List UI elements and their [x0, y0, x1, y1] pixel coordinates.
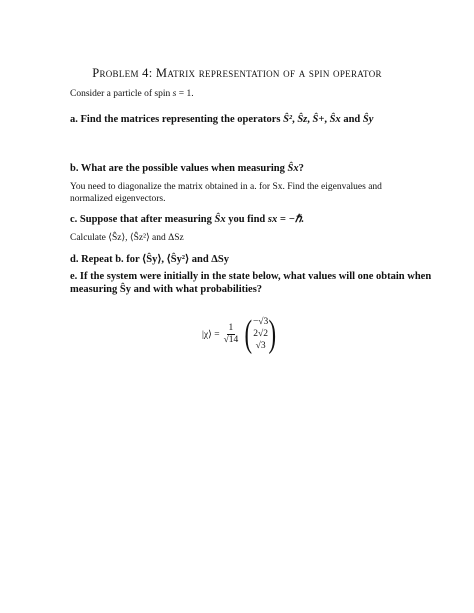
operator-sy: Ŝy — [362, 114, 374, 125]
part-b-question — [70, 162, 410, 175]
operator-sz: Ŝz — [297, 114, 308, 125]
part-e-line-2: measuring Ŝy and with what probabilities? — [70, 284, 263, 295]
and-word: and — [343, 114, 361, 125]
state-ket: |χ⟩ = — [202, 329, 220, 340]
part-b-operator: Ŝx — [287, 163, 299, 174]
vector-component-1: −√3 — [252, 317, 269, 327]
part-d-question: d. Repeat b. for ⟨Ŝy⟩, ⟨Ŝy²⟩ and ΔSy — [70, 254, 229, 265]
part-c-result: sx = −ℏ. — [267, 214, 305, 225]
part-a-label: a. Find the matrices representing the operators — [70, 114, 281, 125]
operator-sx: Ŝx — [329, 114, 341, 125]
intro-text — [70, 88, 410, 100]
part-b-label: b. What are the possible values when measuring — [70, 163, 285, 174]
left-paren: ( — [244, 313, 253, 355]
operator-s-plus: Ŝ+ — [312, 114, 325, 125]
fraction-numerator: 1 — [228, 322, 234, 333]
spin-value: = 1. — [178, 89, 194, 99]
part-e-line-1: e. If the system were initially in the state below, what values will one obtain when — [70, 271, 432, 282]
vector-component-2: 2√2 — [253, 329, 268, 339]
part-c-label: c. Suppose that after measuring — [70, 214, 212, 225]
part-c-operator: Ŝx — [214, 214, 226, 225]
part-c-note: Calculate ⟨Ŝz⟩, ⟨Ŝz²⟩ and ΔSz — [70, 233, 184, 243]
problem-title: Problem 4: Matrix representation of a spin operator — [92, 66, 382, 80]
vector-component-3: √3 — [255, 341, 266, 351]
part-b-note: You need to diagonalize the matrix obtained in a. for Sx. Find the eigenvalues and normalized eigenvectors. — [70, 182, 382, 204]
right-paren: ) — [268, 313, 277, 355]
intro-sentence: Consider a particle of spin — [70, 89, 171, 99]
part-c-after: you find — [228, 214, 266, 225]
part-a-question: a. Find the matrices representing the operators Ŝ², Ŝz, Ŝ+, Ŝx and Ŝy — [70, 114, 374, 125]
fraction-denominator: √14 — [223, 334, 239, 345]
part-c-question — [70, 213, 410, 226]
operator-s-squared: Ŝ² — [283, 114, 293, 125]
part-b-question-mark: ? — [298, 163, 304, 174]
state-vector — [202, 312, 279, 356]
spin-symbol: s — [172, 89, 177, 99]
column-vector — [253, 316, 268, 352]
normalization-fraction — [224, 323, 239, 346]
